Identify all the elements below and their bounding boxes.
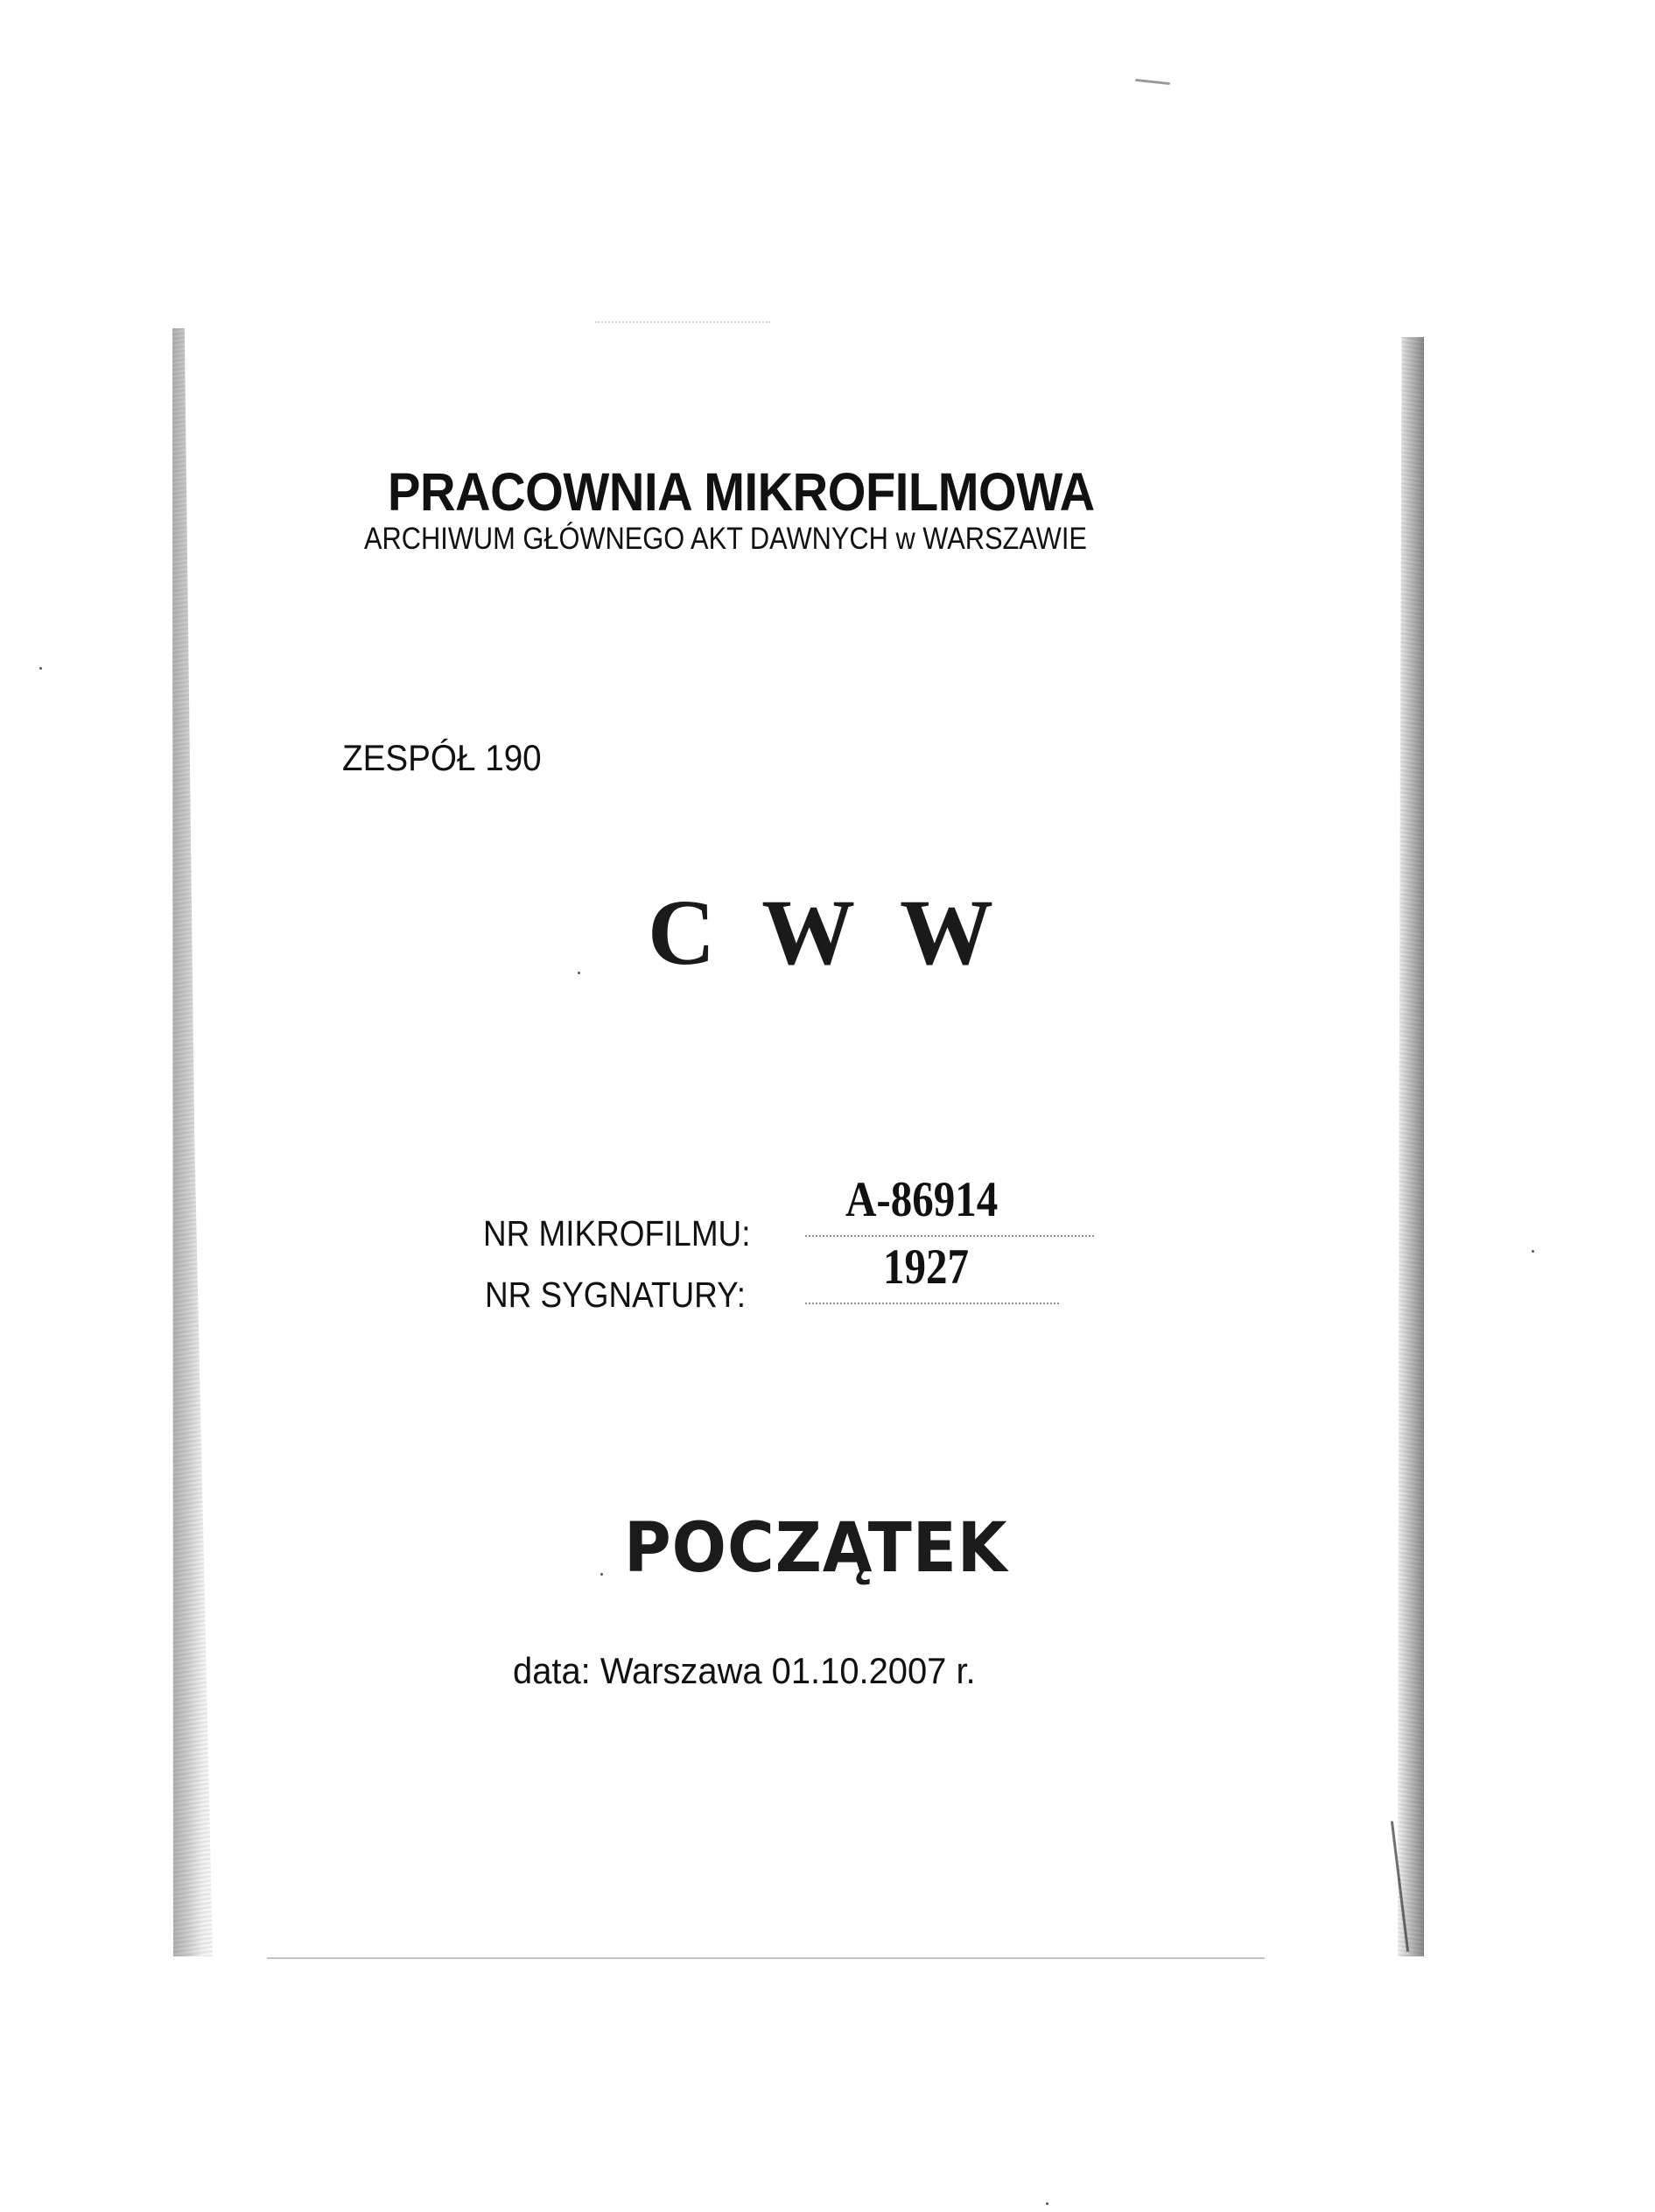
scan-speck	[1135, 79, 1170, 85]
scan-speck	[578, 972, 580, 974]
microfilm-number-value: A-86914	[845, 1172, 999, 1227]
scan-edge-right	[1398, 337, 1424, 1956]
scan-edge-left	[172, 328, 213, 1956]
microfilm-number-underline	[805, 1235, 1094, 1237]
signature-number-label: NR SYGNATURY:	[485, 1275, 746, 1315]
start-marker: POCZĄTEK	[624, 1509, 1008, 1588]
scan-bottom-edge-line	[267, 1957, 1265, 1959]
scan-speck	[1532, 1250, 1534, 1253]
date-line: data: Warszawa 01.10.2007 r.	[513, 1650, 976, 1691]
collection-code: C W W	[648, 881, 1006, 985]
microfilm-number-label: NR MIKROFILMU:	[483, 1213, 751, 1253]
archive-subtitle: ARCHIWUM GŁÓWNEGO AKT DAWNYCH w WARSZAWIE	[364, 522, 1087, 556]
collection-number: ZESPÓŁ 190	[342, 737, 542, 778]
archive-title: PRACOWNIA MIKROFILMOWA	[388, 462, 1095, 522]
scan-speck	[600, 1573, 603, 1576]
signature-number-underline	[805, 1303, 1059, 1304]
scan-top-edge-line	[595, 321, 770, 323]
scan-speck	[39, 667, 42, 670]
signature-number-value: 1927	[883, 1239, 970, 1295]
scan-speck	[1046, 2202, 1048, 2205]
